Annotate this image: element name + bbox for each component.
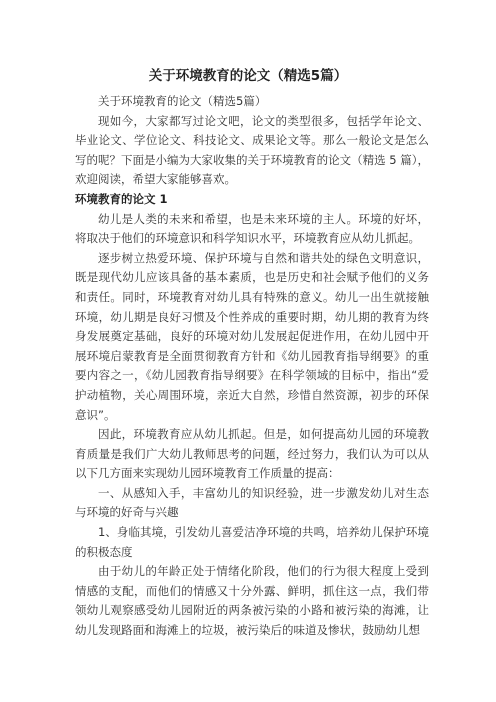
- body-paragraph: 现如今，大家都写过论文吧，论文的类型很多，包括学年论文、毕业论文、学位论文、科技论文、成果论文等。那么一般论文是怎么写的呢？下面是小编为大家收集的关于环境教育的论文（精选 5 篇），欢迎阅读，希望大家能够喜欢。: [75, 113, 429, 187]
- document-title: 关于环境教育的论文（精选5篇）: [148, 68, 348, 84]
- body-paragraph: 1、身临其境，引发幼儿喜爱洁净环境的共鸣，培养幼儿保护环境的积极态度: [75, 525, 429, 559]
- body-paragraph: 因此，环境教育应从幼儿抓起。但是，如何提高幼儿园的环境教育质量是我们广大幼儿教师思考的问题，经过努力，我们认为可以从以下几方面来实现幼儿园环境教育工作质量的提高：: [75, 427, 429, 481]
- section-heading: 环境教育的论文 1: [75, 191, 168, 206]
- body-paragraph: 关于环境教育的论文（精选5篇）: [98, 94, 267, 108]
- body-paragraph: 逐步树立热爱环境、保护环境与自然和谐共处的绿色文明意识，既是现代幼儿应该具备的基本素质，也是历史和社会赋予他们的义务和责任。同时，环境教育对幼儿具有特殊的意义。幼儿一出生就接触环境，幼儿期是良好习惯及个性养成的重要时期，幼儿期的教育为终身发展奠定基础，良好的环境对幼儿发展起促进作用，在幼儿园中开展环境启蒙教育是全面贯彻教育方针和《幼儿园教育指导纲要》的重要内容之一，《幼儿园教育指导纲要》在科学领域的目标中，指出“爱护动植物，关心周围环境，亲近大自然，珍惜自然资源，初步的环保意识”。: [75, 250, 429, 422]
- document-body: [75, 92, 429, 641]
- body-paragraph: 幼儿是人类的未来和希望，也是未来环境的主人。环境的好坏，将取决于他们的环境意识和科学知识水平，环境教育应从幼儿抓起。: [75, 211, 429, 246]
- body-paragraph: 由于幼儿的年龄正处于情绪化阶段，他们的行为很大程度上受到情感的支配，而他们的情感又十分外露、鲜明，抓住这一点，我们带领幼儿观察感受幼儿园附近的两条被污染的小路和被污染的海滩，让幼儿发现路面和海滩上的垃圾，被污染后的味道及惨状，鼓励幼儿想: [75, 564, 429, 638]
- body-paragraph: 一、从感知入手，丰富幼儿的知识经验，进一步激发幼儿对生态与环境的好奇与兴趣: [75, 485, 429, 520]
